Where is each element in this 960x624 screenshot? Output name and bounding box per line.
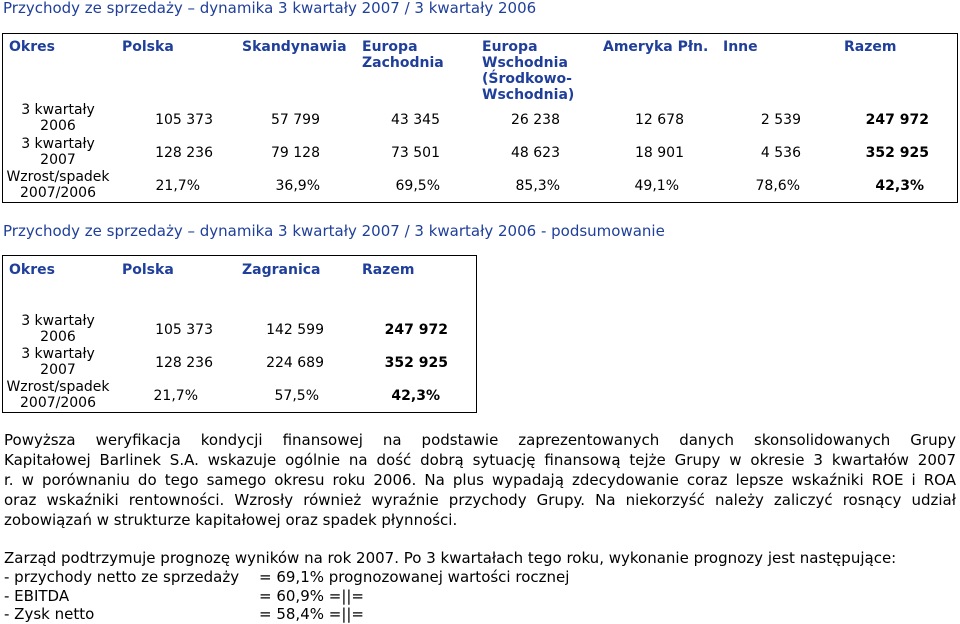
t2-cell-total: 352 925 [384, 355, 448, 371]
t1-header-razem: Razem [844, 39, 897, 55]
forecast-item-value: = 58,4% =||= [259, 605, 364, 623]
t1-cell-total: 352 925 [865, 145, 929, 161]
t2-header-zagranica: Zagranica [242, 262, 321, 278]
t1-header-europa-zachodnia: Europa Zachodnia [362, 39, 444, 71]
analysis-paragraph-line: Powyższa weryfikacja kondycji finansowej na podstawie zaprezentowanych danych skonsolidowanych Grupy [4, 431, 956, 449]
forecast-item-name: - EBITDA [4, 587, 70, 605]
t2-header-razem: Razem [362, 262, 415, 278]
t1-cell: 78,6% [755, 178, 800, 194]
t2-cell: 105 373 [155, 322, 213, 338]
t1-cell: 36,9% [275, 178, 320, 194]
t1-cell: 49,1% [634, 178, 679, 194]
t1-cell: 12 678 [635, 112, 684, 128]
t1-header-polska: Polska [122, 39, 174, 55]
t1-row-label: Wzrost/spadek 2007/2006 [6, 169, 110, 201]
t1-cell: 73 501 [391, 145, 440, 161]
t1-cell: 18 901 [635, 145, 684, 161]
forecast-item-value: = 60,9% =||= [259, 587, 364, 605]
t1-cell: 128 236 [155, 145, 213, 161]
t2-cell: 57,5% [274, 388, 319, 404]
t2-cell: 128 236 [155, 355, 213, 371]
forecast-item-name: - Zysk netto [4, 605, 95, 623]
t1-cell: 105 373 [155, 112, 213, 128]
analysis-paragraph-line: oraz wskaźniki rentowności. Wzrosły również wyraźnie przychody Grupy. Na niekorzyść należy zaliczyć rosnący udział [4, 491, 956, 509]
t1-cell: 2 539 [760, 112, 801, 128]
table1-title: Przychody ze sprzedaży – dynamika 3 kwartały 2007 / 3 kwartały 2006 [3, 0, 537, 17]
t1-cell: 79 128 [271, 145, 320, 161]
t2-row-label: 3 kwartały 2007 [21, 346, 95, 378]
analysis-paragraph-line: zobowiązań w strukturze kapitałowej oraz spadek płynności. [4, 511, 458, 529]
t1-cell-total: 247 972 [865, 112, 929, 128]
t1-cell: 48 623 [511, 145, 560, 161]
t2-cell: 224 689 [266, 355, 324, 371]
t1-cell-total: 42,3% [875, 178, 924, 194]
t1-cell: 26 238 [511, 112, 560, 128]
t2-row-label: Wzrost/spadek 2007/2006 [6, 379, 110, 411]
t1-row-label: 3 kwartały 2006 [21, 102, 95, 134]
t2-cell: 142 599 [266, 322, 324, 338]
forecast-intro: Zarząd podtrzymuje prognozę wyników na rok 2007. Po 3 kwartałach tego roku, wykonanie prognozy jest następujące: [4, 549, 897, 567]
t1-cell: 85,3% [515, 178, 560, 194]
t2-header-okres: Okres [9, 262, 55, 278]
t1-header-okres: Okres [9, 39, 55, 55]
t1-row-label: 3 kwartały 2007 [21, 136, 95, 168]
analysis-paragraph-line: Kapitałowej Barlinek S.A. wskazuje ogólnie na dość dobrą sytuację finansową tejże Grupy w okresie 3 kwartałów 2007 [4, 451, 956, 469]
t2-row-label: 3 kwartały 2006 [21, 313, 95, 345]
t1-header-skandynawia: Skandynawia [242, 39, 347, 55]
t2-cell-total: 247 972 [384, 322, 448, 338]
analysis-paragraph-line: r. w porównaniu do tego samego okresu roku 2006. Na plus wypadają zdecydowanie coraz lepsze wskaźniki ROE i ROA [4, 471, 956, 489]
t1-cell: 21,7% [155, 178, 200, 194]
t2-header-polska: Polska [122, 262, 174, 278]
t1-header-europa-wschodnia: Europa Wschodnia (Środkowo- Wschodnia) [482, 39, 575, 103]
t1-header-ameryka: Ameryka Płn. [603, 39, 709, 55]
forecast-item-value: = 69,1% prognozowanej wartości rocznej [259, 568, 570, 586]
table2-title: Przychody ze sprzedaży – dynamika 3 kwartały 2007 / 3 kwartały 2006 - podsumowanie [3, 222, 665, 240]
t1-cell: 4 536 [760, 145, 801, 161]
t2-cell-total: 42,3% [391, 388, 440, 404]
t1-cell: 57 799 [271, 112, 320, 128]
t1-cell: 69,5% [395, 178, 440, 194]
t1-header-inne: Inne [723, 39, 758, 55]
t2-cell: 21,7% [153, 388, 198, 404]
t1-cell: 43 345 [391, 112, 440, 128]
forecast-item-name: - przychody netto ze sprzedaży [4, 568, 240, 586]
